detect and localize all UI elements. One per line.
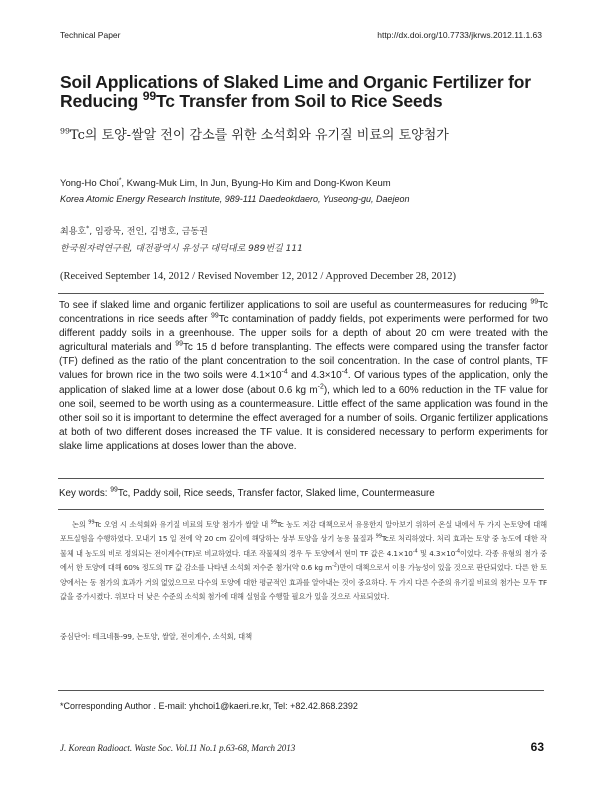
- korean-other-authors: , 임광묵, 전인, 김병호, 금동권: [89, 227, 208, 237]
- abstract-top-rule: [58, 293, 544, 294]
- korean-author-list: [60, 224, 208, 237]
- korean-abstract-text: 및 4.3×10: [417, 548, 456, 558]
- korean-abstract-text: Tc로 처리하였다. 처리 효과는 토양 중 농도에 대한 작물체 내 농도의 비로 정의되는 전이계수(TF)로 비교하였다. 대조 작물체의 경우 두 토양에서 현미 TF 값은 4.1×10: [60, 534, 547, 558]
- abstract-superscript: 99: [175, 340, 183, 348]
- korean-affiliation: 한국원자력연구원, 대전광역시 유성구 대덕대로 989번길 111: [60, 244, 303, 254]
- korean-abstract-text: Tc 오염 시 소석회와 유기질 비료의 토양 첨가가 쌀알 내: [94, 520, 271, 529]
- abstract-text: Tc 15 d before transplanting. The effects were compared using the transfer factor (TF) defined as the ratio of the plant concentration to the soil concentration. In the case of control plants, TF values for brown rice in the two soils were 4.1×10: [59, 342, 548, 382]
- korean-abstract-text: 이었다. 각종 유형의 첨가 중에서 한 토양에 대해 60% 정도의 TF 값 감소를 나타낸 소석회 저수준 첨가(약 0.6 kg m: [60, 548, 548, 573]
- abstract-superscript: -4: [341, 369, 348, 377]
- korean-title-text: Tc의 토양-쌀알 전이 감소를 위한 소석회와 유기질 비료의 토양첨가: [69, 128, 449, 143]
- korean-abstract-superscript: 99: [270, 519, 277, 526]
- korean-abstract-top-rule: [58, 509, 544, 510]
- korean-abstract-text: Tc 농도 저감 대책으로서 유용한지 알아보기 위하여 온실 내에서 두 가지 논토양에 대해 포트실험을 수행하였다. 모내기 15 일 전에 약 20 cm 깊이에 해당하는 상부 토양을 상기 농용 물질과: [60, 520, 547, 544]
- title-line-1: Soil Applications of Slaked Lime and Organic Fertilizer for: [60, 72, 531, 92]
- korean-abstract-superscript: 99: [88, 519, 95, 526]
- korean-first-author: 최용호: [60, 227, 87, 237]
- corresponding-mark: *: [118, 176, 122, 184]
- keywords-text: Tc, Paddy soil, Rice seeds, Transfer factor, Slaked lime, Countermeasure: [117, 488, 435, 499]
- abstract-text: ), which led to a 60% reduction in the TF value for one soil, seemed to be worth using as a countermeasure. Little effect of the same application was found in the other soil so it is important to determine the effect averaged for a number of soils. Organic fertilizer applications at both of two different doses increased the TF value. It is considered necessary to perform experiments for slake lime applications at doses lower than the above.: [59, 384, 548, 452]
- korean-corresponding-mark: *: [86, 225, 90, 232]
- paper-title: [60, 73, 550, 111]
- abstract-text: Tc concentrations in rice seeds after: [59, 300, 548, 326]
- received-dates: (Received September 14, 2012 / Revised November 12, 2012 / Approved December 28, 2012): [60, 271, 456, 282]
- corresponding-author-note: *Corresponding Author . E-mail: yhchoi1@kaeri.re.kr, Tel: +82.42.868.2392: [60, 701, 358, 711]
- korean-abstract-superscript: -4: [455, 548, 461, 555]
- korean-title: [60, 124, 449, 143]
- abstract-text: To see if slaked lime and organic fertilizer applications to soil are useful as countermeasures for reducing: [59, 300, 531, 311]
- other-authors: , Kwang-Muk Lim, In Jun, Byung-Ho Kim and Dong-Kwon Keum: [121, 178, 391, 189]
- author-list: [60, 178, 391, 189]
- abstract-superscript: -2: [317, 383, 324, 391]
- abstract-superscript: 99: [530, 298, 539, 306]
- korean-title-isotope-mass: 99: [60, 126, 70, 136]
- title-isotope-mass: 99: [142, 89, 157, 104]
- abstract-text: . Of various types of the application, only the application of slaked lime at a lower dose (about 0.6 kg m: [59, 370, 548, 396]
- korean-abstract: [60, 518, 547, 604]
- title-line-2-post: Tc Transfer from Soil to Rice Seeds: [156, 91, 443, 111]
- page-number: 63: [530, 740, 544, 754]
- journal-section-label: Technical Paper: [60, 30, 121, 40]
- keywords-superscript: 99: [110, 486, 118, 494]
- first-author: Yong-Ho Choi: [60, 178, 119, 189]
- english-abstract: [59, 299, 548, 454]
- footnote-rule: [58, 690, 544, 691]
- english-keywords: [59, 488, 435, 499]
- abstract-bottom-rule: [58, 478, 544, 479]
- korean-keywords: 중심단어: 테크네튬-99, 논토양, 쌀알, 전이계수, 소석회, 대책: [60, 632, 253, 641]
- korean-abstract-text: 논의: [72, 520, 89, 529]
- korean-abstract-superscript: -2: [332, 562, 337, 569]
- abstract-superscript: 99: [210, 312, 219, 320]
- keywords-label: Key words:: [59, 488, 111, 499]
- journal-citation: J. Korean Radioact. Waste Soc. Vol.11 No.1 p.63-68, March 2013: [60, 743, 296, 753]
- author-affiliation: Korea Atomic Energy Research Institute, 989-111 Daedeokdaero, Yuseong-gu, Daejeon: [60, 194, 410, 204]
- korean-abstract-text: )만이 대책으로서 이용 가능성이 있을 것으로 판단되었다. 다른 한 토양에서는 동 첨가의 효과가 거의 없었으므로 다수의 토양에 대한 평균적인 효과를 알아내는 것이 중요하다. 두 가지 다른 수준의 유기질 비료의 첨가는 모두 TF 값을 증가시켰다. 위보다 더 낮은 수준의 소석회 첨가에 대해 실험을 수행할 필요가 있을 것으로 사료되었다.: [60, 563, 547, 602]
- abstract-text: and 4.3×10: [287, 370, 342, 382]
- korean-abstract-superscript: 99: [375, 534, 382, 541]
- title-line-2-pre: Reducing: [60, 91, 143, 111]
- korean-abstract-superscript: -4: [412, 548, 418, 555]
- abstract-text: Tc contamination of paddy fields, pot experiments were performed for two different paddy soils in a greenhouse. The upper soils for a depth of about 20 cm were treated with the agricultural materials and: [59, 314, 548, 354]
- doi-link[interactable]: http://dx.doi.org/10.7733/jkrws.2012.11.1.63: [377, 30, 542, 40]
- abstract-superscript: -4: [281, 369, 288, 377]
